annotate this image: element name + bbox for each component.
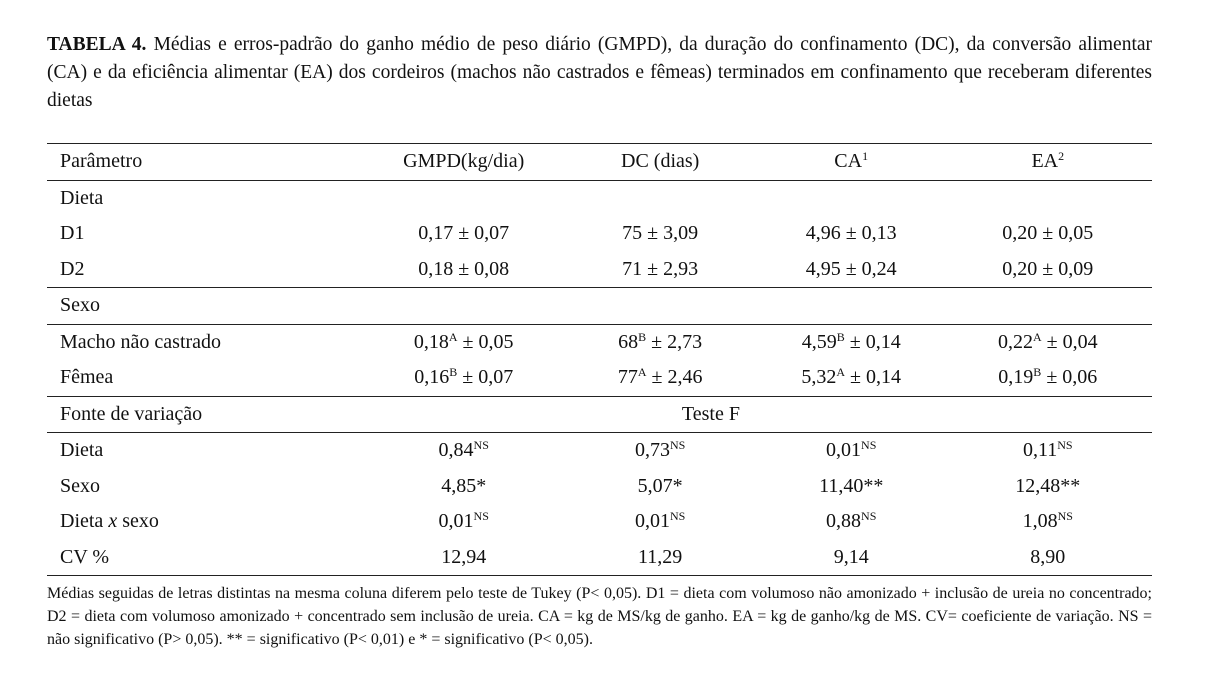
table-label: TABELA 4. <box>47 34 147 55</box>
cell-gmpd: $0,84^{NS}$ <box>438 438 489 462</box>
cell-gmpd: 0,18 ± 0,08 <box>366 252 562 288</box>
cell-ca: 9,14 <box>759 540 944 576</box>
section-row-dieta <box>47 180 1152 216</box>
significance-mark: NS <box>1057 509 1073 524</box>
row-label: D1 <box>60 222 85 245</box>
significance-mark: NS <box>861 438 877 453</box>
table-row <box>47 360 1152 396</box>
cell-dc: 11,29 <box>562 540 759 576</box>
cell-gmpd: $0,18^A \pm 0,05$ <box>413 329 514 353</box>
cell-ea: $0,19^B \pm 0,06$ <box>944 360 1152 396</box>
cell-gmpd: $0,16^B \pm 0,07$ <box>366 360 562 396</box>
cell-ca: 11,40** <box>819 474 884 497</box>
cell-dc: 71 ± 2,93 <box>562 252 759 288</box>
table-footnote: Médias seguidas de letras distintas na mesma coluna diferem pelo teste de Tukey (P< 0,05). D1 = dieta com volumoso não amonizado + inclusão de ureia no concentrado; D2 = dieta com volumoso amonizado + concentrado sem inclusão de ureia. CA = kg de MS/kg de ganho. EA = kg de ganho/kg de MS. CV= coeficiente de variação. NS = não significativo (P> 0,05). ** = significativo (P< 0,01) e * = significativo (P< 0,05). <box>47 585 1152 648</box>
header-ea: $EA^2$ <box>944 144 1152 181</box>
header-param: Parâmetro <box>47 144 366 181</box>
significance-mark: NS <box>473 438 489 453</box>
cell-ca: $4,59^B \pm 0,14$ <box>801 329 901 353</box>
cell-gmpd: 0,17 ± 0,07 <box>418 222 510 245</box>
table-row <box>47 504 1152 540</box>
results-table <box>47 143 1152 576</box>
cell-ca: 4,95 ± 0,24 <box>759 252 944 288</box>
table-caption <box>47 31 1152 115</box>
cell-ca: 4,96 ± 0,13 <box>805 222 897 245</box>
significance-letter: B <box>638 329 647 344</box>
header-row <box>47 144 1152 181</box>
significance-letter: B <box>1033 365 1042 380</box>
table-row <box>47 433 1152 469</box>
significance-letter: A <box>1032 329 1042 344</box>
cell-ea: $1,08^{NS}$ <box>1022 509 1073 533</box>
header-ca-footnote-mark: 1 <box>862 149 869 164</box>
significance-mark: NS <box>669 438 686 453</box>
table-row <box>47 216 1152 252</box>
cell-ea: 8,90 <box>944 540 1152 576</box>
cell-dc: $68^B \pm 2,73$ <box>618 329 703 353</box>
section-label: Fonte de variação <box>47 396 366 433</box>
row-label: Fêmea <box>47 360 366 396</box>
row-label: Sexo <box>60 474 100 497</box>
table-row <box>47 469 1152 505</box>
cell-dc: $0,73^{NS}$ <box>634 438 686 462</box>
section-row-fonte <box>47 396 1152 433</box>
significance-mark: NS <box>861 509 877 524</box>
cell-gmpd: $0,01^{NS}$ <box>438 509 489 533</box>
caption-text: Médias e erros-padrão do ganho médio de peso diário (GMPD), da duração do confinamento (DC), da conversão alimentar (CA) e da eficiência alimentar (EA) dos cordeiros (machos não castrados e fêmeas) terminados em confinamento que receberam diferentes dietas <box>47 34 1153 111</box>
significance-mark: NS <box>473 509 489 524</box>
table-row-cv <box>47 540 1152 576</box>
row-label: CV % <box>47 540 366 576</box>
cell-ea: $0,11^{NS}$ <box>1022 438 1073 462</box>
significance-letter: B <box>449 365 458 380</box>
header-dc: DC (dias) <box>562 144 759 181</box>
table-row <box>47 252 1152 288</box>
teste-f-label: Teste F <box>366 396 1152 433</box>
section-label: Dieta <box>60 186 104 209</box>
cell-ca: $5,32^A \pm 0,14$ <box>759 360 944 396</box>
row-label: Macho não castrado <box>60 330 222 353</box>
row-label: Dieta x sexo <box>60 510 159 533</box>
cell-ea: $0,22^A \pm 0,04$ <box>997 329 1098 353</box>
section-label: Sexo <box>47 288 366 325</box>
significance-mark: NS <box>669 509 686 524</box>
header-gmpd: GMPD(kg/dia) <box>366 144 562 181</box>
significance-mark: NS <box>1057 438 1073 453</box>
cell-ca: $0,01^{NS}$ <box>826 438 877 462</box>
significance-letter: A <box>448 329 458 344</box>
header-ea-footnote-mark: 2 <box>1058 149 1065 164</box>
row-label: Dieta <box>60 439 104 462</box>
significance-letter: B <box>836 329 845 344</box>
significance-letter: A <box>836 365 846 380</box>
cell-dc: 5,07* <box>637 474 683 497</box>
significance-letter: A <box>637 365 647 380</box>
section-row-sexo <box>47 288 1152 325</box>
cell-dc: $0,01^{NS}$ <box>634 509 686 533</box>
cell-ea: 0,20 ± 0,05 <box>1002 222 1094 245</box>
cell-ea: 0,20 ± 0,09 <box>944 252 1152 288</box>
cell-dc: $77^A \pm 2,46$ <box>562 360 759 396</box>
cell-dc: 75 ± 3,09 <box>622 222 699 245</box>
table-row <box>47 324 1152 360</box>
cell-ca: $0,88^{NS}$ <box>826 509 877 533</box>
header-ca: $CA^1$ <box>759 144 944 181</box>
row-label: D2 <box>47 252 366 288</box>
cell-gmpd: 4,85* <box>441 474 487 497</box>
cell-ea: 12,48** <box>1015 474 1081 497</box>
cell-gmpd: 12,94 <box>366 540 562 576</box>
